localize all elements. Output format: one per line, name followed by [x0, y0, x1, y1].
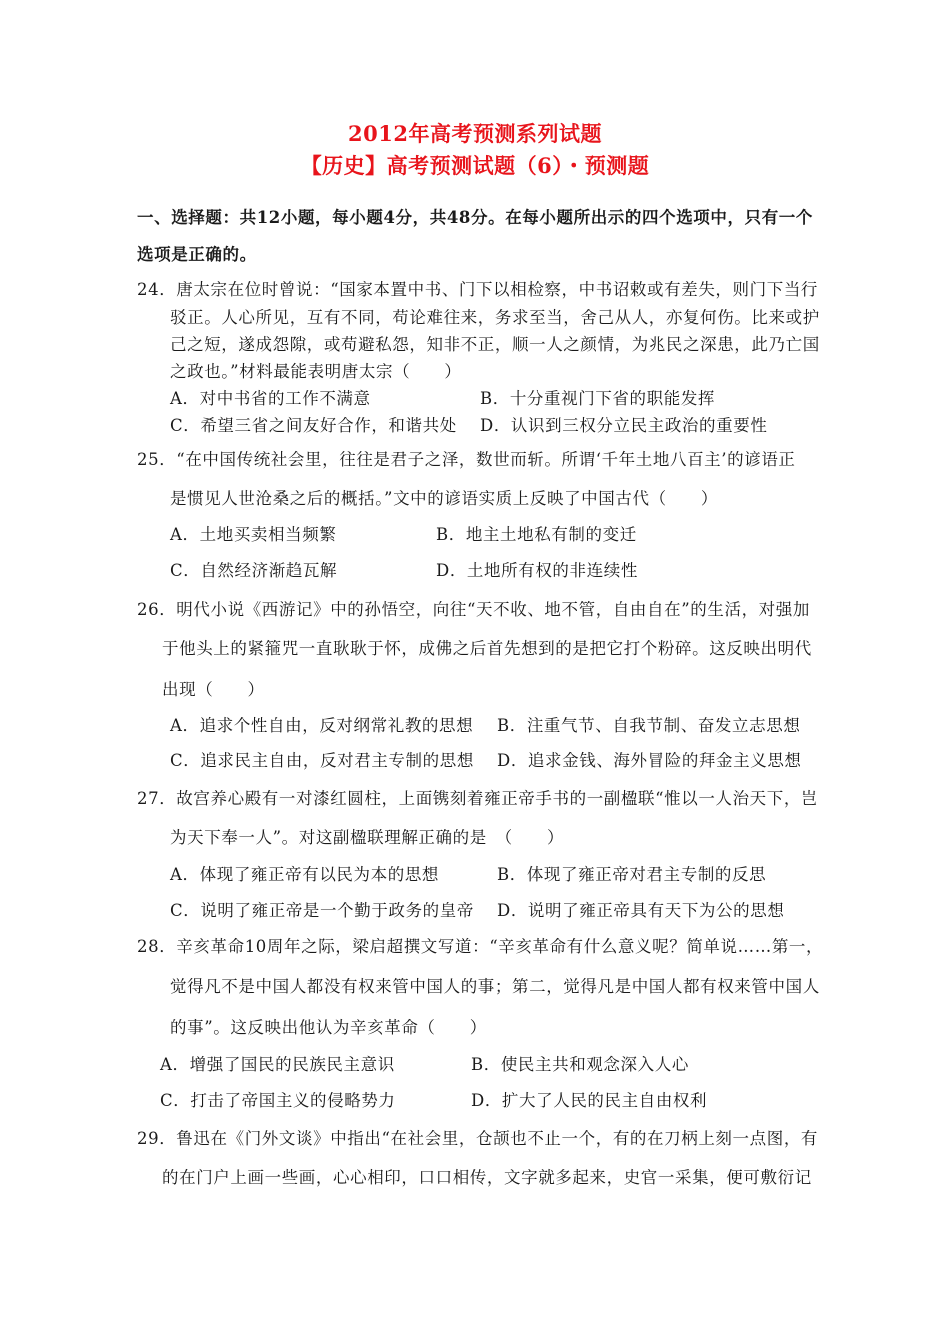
question-28-line-1: 28．辛亥革命10周年之际，梁启超撰文写道：“辛亥革命有什么意义呢？简单说……第一， — [137, 937, 824, 956]
question-28-line-3: 的事”。这反映出他认为辛亥革命（ ） — [170, 1018, 487, 1037]
question-24-option-c: C．希望三省之间友好合作，和谐共处 — [170, 416, 457, 435]
question-28-option-b: B．使民主共和观念深入人心 — [471, 1055, 689, 1074]
question-28-option-a: A．增强了国民的民族民主意识 — [160, 1055, 395, 1074]
section-heading-line-1: 一、选择题：共12小题，每小题4分，共48分。在每小题所出示的四个选项中，只有一个 — [137, 208, 814, 227]
question-26-option-a: A．追求个性自由，反对纲常礼教的思想 — [170, 716, 474, 735]
question-25-line-2: 是惯见人世沧桑之后的概括。”文中的谚语实质上反映了中国古代（ ） — [170, 489, 718, 508]
question-24-option-d: D．认识到三权分立民主政治的重要性 — [480, 416, 768, 435]
question-26-line-2: 于他头上的紧箍咒一直耿耿于怀，成佛之后首先想到的是把它打个粉碎。这反映出明代 — [162, 639, 812, 658]
question-24-line-2: 驳正。人心所见，互有不同，苟论难往来，务求至当，舍己从人，亦复何伤。比来或护 — [170, 308, 820, 327]
question-25-line-1: 25．“在中国传统社会里，往往是君子之泽，数世而斩。所谓‘千年土地八百主’的谚语正 — [137, 450, 796, 469]
question-27-option-b: B．体现了雍正帝对君主专制的反思 — [497, 865, 767, 884]
question-26-line-1: 26．明代小说《西游记》中的孙悟空，向往“天不收、地不管，自由自在”的生活，对强加 — [137, 600, 810, 619]
question-28-line-2: 觉得凡不是中国人都没有权来管中国人的事；第二，觉得凡是中国人都有权来管中国人 — [170, 977, 820, 996]
question-24-option-b: B．十分重视门下省的职能发挥 — [480, 389, 716, 408]
question-24-line-4: 之政也。”材料最能表明唐太宗（ ） — [170, 362, 462, 381]
question-26-option-d: D．追求金钱、海外冒险的拜金主义思想 — [497, 751, 802, 770]
question-28-option-d: D．扩大了人民的民主自由权利 — [471, 1091, 708, 1110]
section-heading-line-2: 选项是正确的。 — [137, 245, 257, 264]
question-26-option-c: C．追求民主自由，反对君主专制的思想 — [170, 751, 474, 770]
question-24-line-1: 24．唐太宗在位时曾说：“国家本置中书、门下以相检察，中书诏敕或有差失，则门下当行 — [137, 280, 819, 299]
question-27-line-2: 为天下奉一人”。对这副楹联理解正确的是 （ ） — [170, 828, 565, 847]
question-27-option-a: A．体现了雍正帝有以民为本的思想 — [170, 865, 440, 884]
question-27-line-1: 27．故宫养心殿有一对漆红圆柱，上面镌刻着雍正帝手书的一副楹联“惟以一人治天下，岂 — [137, 789, 819, 808]
question-25-option-c: C．自然经济渐趋瓦解 — [170, 561, 338, 580]
question-25-option-b: B．地主土地私有制的变迁 — [436, 525, 637, 544]
question-25-option-d: D．土地所有权的非连续性 — [436, 561, 638, 580]
question-29-line-2: 的在门户上画一些画，心心相印，口口相传，文字就多起来，史官一采集，便可敷衍记 — [162, 1168, 812, 1187]
page-subtitle: 【历史】高考预测试题（6）・预测题 — [300, 153, 650, 178]
question-28-option-c: C．打击了帝国主义的侵略势力 — [160, 1091, 396, 1110]
question-27-option-c: C．说明了雍正帝是一个勤于政务的皇帝 — [170, 901, 474, 920]
question-25-option-a: A．土地买卖相当频繁 — [170, 525, 337, 544]
question-24-line-3: 己之短，遂成怨隙，或苟避私怨，知非不正，顺一人之颜情，为兆民之深患，此乃亡国 — [170, 335, 820, 354]
question-26-option-b: B．注重气节、自我节制、奋发立志思想 — [497, 716, 801, 735]
question-27-option-d: D．说明了雍正帝具有天下为公的思想 — [497, 901, 785, 920]
question-24-option-a: A．对中书省的工作不满意 — [170, 389, 371, 408]
question-26-line-3: 出现（ ） — [162, 680, 265, 699]
question-29-line-1: 29．鲁迅在《门外文谈》中指出“在社会里，仓颉也不止一个，有的在刀柄上刻一点图，有 — [137, 1129, 819, 1148]
page-title: 2012年高考预测系列试题 — [348, 121, 602, 146]
